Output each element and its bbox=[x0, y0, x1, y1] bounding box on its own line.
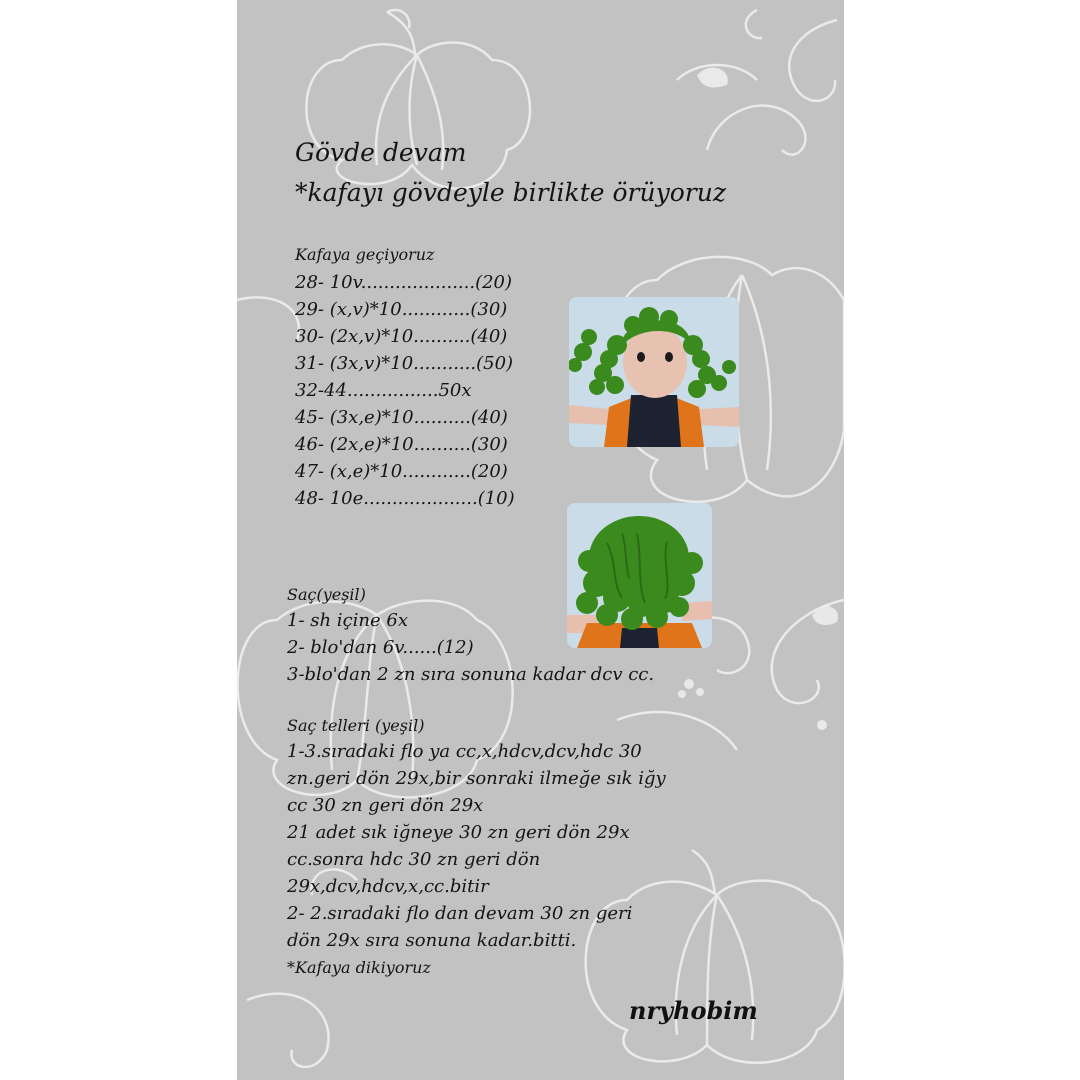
page-subtitle: *kafayı gövdeyle birlikte örüyoruz bbox=[295, 178, 726, 207]
head-row: 45- (3x,e)*10..........(40) bbox=[295, 407, 508, 428]
strands-row: dön 29x sıra sonuna kadar.bitti. bbox=[287, 930, 577, 951]
head-row: 28- 10v....................(20) bbox=[295, 272, 513, 293]
strands-row: zn.geri dön 29x,bir sonraki ilmeğe sık iğy bbox=[287, 768, 666, 789]
author-signature: nryhobim bbox=[629, 996, 758, 1025]
hair-row: 3-blo'dan 2 zn sıra sonuna kadar dcv cc. bbox=[287, 664, 655, 685]
head-row: 32-44................50x bbox=[295, 380, 472, 401]
hair-row: 1- sh içine 6x bbox=[287, 610, 408, 631]
hair-section-heading: Saç(yeşil) bbox=[287, 585, 366, 604]
strands-row: 2- 2.sıradaki flo dan devam 30 zn geri bbox=[287, 903, 633, 924]
doll-head-front-photo bbox=[569, 297, 739, 447]
doll-head-back-photo bbox=[567, 503, 712, 648]
strands-row: cc.sonra hdc 30 zn geri dön bbox=[287, 849, 541, 870]
head-section-heading: Kafaya geçiyoruz bbox=[295, 245, 435, 264]
recipe-card bbox=[237, 0, 844, 1080]
strands-row: 1-3.sıradaki flo ya cc,x,hdcv,dcv,hdc 30 bbox=[287, 741, 642, 762]
head-row: 46- (2x,e)*10..........(30) bbox=[295, 434, 508, 455]
head-row: 31- (3x,v)*10...........(50) bbox=[295, 353, 514, 374]
strands-row: 21 adet sık iğneye 30 zn geri dön 29x bbox=[287, 822, 630, 843]
head-row: 47- (x,e)*10............(20) bbox=[295, 461, 508, 482]
hair-row: 2- blo'dan 6v......(12) bbox=[287, 637, 474, 658]
page-title: Gövde devam bbox=[295, 138, 467, 167]
head-row: 48- 10e....................(10) bbox=[295, 488, 515, 509]
head-row: 29- (x,v)*10............(30) bbox=[295, 299, 508, 320]
strands-row: *Kafaya dikiyoruz bbox=[287, 958, 431, 977]
strands-section-heading: Saç telleri (yeşil) bbox=[287, 716, 425, 735]
head-row: 30- (2x,v)*10..........(40) bbox=[295, 326, 508, 347]
strands-row: 29x,dcv,hdcv,x,cc.bitir bbox=[287, 876, 489, 897]
strands-row: cc 30 zn geri dön 29x bbox=[287, 795, 484, 816]
